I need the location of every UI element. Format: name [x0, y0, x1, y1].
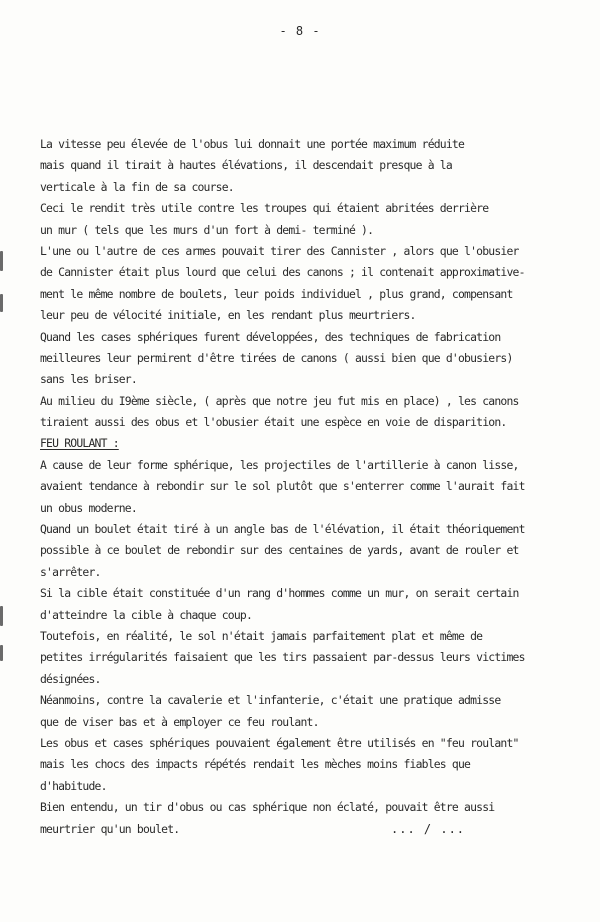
text-line: meurtrier qu'un boulet. — [40, 821, 180, 836]
text-line: mais quand il tirait à hautes élévations, il descendait presque à la — [40, 158, 452, 173]
text-line: un obus moderne. — [40, 500, 137, 515]
text-line: Quand un boulet était tiré à un angle bas de l'élévation, il était théoriquement — [40, 522, 525, 537]
section-heading: FEU ROULANT : — [40, 436, 119, 451]
text-line: d'atteindre la cible à chaque coup. — [40, 607, 253, 622]
text-line: d'habitude. — [40, 778, 107, 793]
text-line: de Cannister était plus lourd que celui des canons ; il contenait approximative- — [40, 265, 525, 280]
text-line: Toutefois, en réalité, le sol n'était jamais parfaitement plat et même de — [40, 628, 483, 643]
page-number: - 8 - — [279, 24, 321, 38]
text-line: Quand les cases sphériques furent développées, des techniques de fabrication — [40, 329, 501, 344]
text-line: Les obus et cases sphériques pouvaient également être utilisés en "feu roulant" — [40, 735, 519, 750]
text-line: leur peu de vélocité initiale, en les rendant plus meurtriers. — [40, 308, 416, 323]
text-line: tiraient aussi des obus et l'obusier était une espèce en voie de disparition. — [40, 415, 507, 430]
body-text — [40, 134, 590, 840]
continuation-marker: ... / ... — [391, 822, 466, 836]
text-line: L'une ou l'autre de ces armes pouvait tirer des Cannister , alors que l'obusier — [40, 243, 519, 258]
text-line: La vitesse peu élevée de l'obus lui donnait une portée maximum réduite — [40, 137, 465, 151]
binding-hole-mark — [0, 606, 3, 626]
text-line: verticale à la fin de sa course. — [40, 179, 234, 194]
text-line: un mur ( tels que les murs d'un fort à demi- terminé ). — [40, 222, 374, 237]
text-line: que de viser bas et à employer ce feu roulant. — [40, 714, 319, 729]
binding-hole-mark — [0, 294, 3, 312]
text-line: possible à ce boulet de rebondir sur des centaines de yards, avant de rouler et — [40, 543, 519, 558]
text-line: désignées. — [40, 671, 101, 686]
text-line: Ceci le rendit très utile contre les troupes qui étaient abritées derrière — [40, 201, 489, 216]
text-line: Néanmoins, contre la cavalerie et l'infanterie, c'était une pratique admisse — [40, 693, 501, 708]
text-line: Bien entendu, un tir d'obus ou cas sphérique non éclaté, pouvait être aussi — [40, 800, 495, 815]
text-line: Au milieu du I9ème siècle, ( après que notre jeu fut mis en place) , les canons — [40, 393, 519, 408]
text-line: A cause de leur forme sphérique, les projectiles de l'artillerie à canon lisse, — [40, 457, 519, 472]
text-line: avaient tendance à rebondir sur le sol plutôt que s'enterrer comme l'aurait fait — [40, 479, 525, 494]
text-line: Si la cible était constituée d'un rang d'hommes comme un mur, on serait certain — [40, 586, 519, 601]
binding-hole-mark — [0, 645, 3, 661]
binding-hole-mark — [0, 251, 3, 271]
text-line: meilleures leur permirent d'être tirées de canons ( aussi bien que d'obusiers) — [40, 350, 513, 365]
text-line: mais les chocs des impacts répétés rendait les mèches moins fiables que — [40, 757, 471, 772]
text-line: petites irrégularités faisaient que les tirs passaient par-dessus leurs victimes — [40, 650, 525, 665]
text-line: s'arrêter. — [40, 564, 101, 579]
text-line: sans les briser. — [40, 372, 137, 387]
text-line: ment le même nombre de boulets, leur poids individuel , plus grand, compensant — [40, 286, 513, 301]
